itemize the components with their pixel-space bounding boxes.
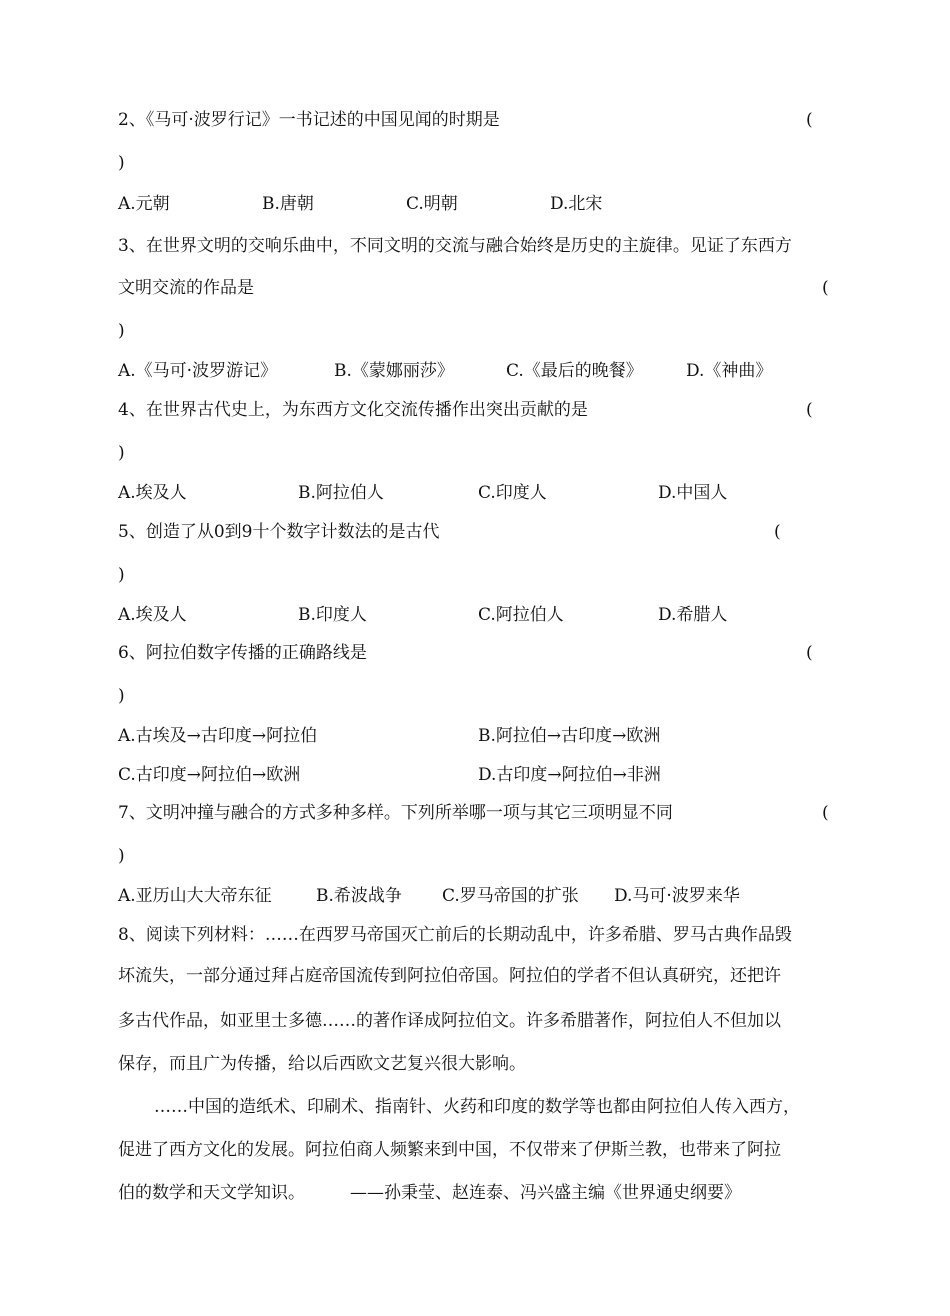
question-3-stem-line1: 3、在世界文明的交响乐曲中，不同文明的交流与融合始终是历史的主旋律。见证了东西方 xyxy=(118,236,792,256)
q5-option-b: B.印度人 xyxy=(298,605,367,625)
q4-option-a: A.埃及人 xyxy=(118,483,187,503)
question-3-stem-line2: 文明交流的作品是 xyxy=(118,278,254,298)
q3-option-d: D.《神曲》 xyxy=(686,361,773,381)
question-8-material-line: 坏流失，一部分通过拜占庭帝国流传到阿拉伯帝国。阿拉伯的学者不但认真研究，还把许 xyxy=(118,966,781,986)
question-8-material-line: 保存，而且广为传播，给以后西欧文艺复兴很大影响。 xyxy=(118,1054,526,1074)
q6-option-d: D.古印度→阿拉伯→非洲 xyxy=(478,765,661,785)
answer-paren-open: ( xyxy=(774,522,781,542)
q2-option-d: D.北宋 xyxy=(550,194,603,214)
q4-option-c: C.印度人 xyxy=(478,483,547,503)
q5-option-a: A.埃及人 xyxy=(118,605,187,625)
q3-option-c: C.《最后的晚餐》 xyxy=(506,361,643,381)
q5-option-c: C.阿拉伯人 xyxy=(478,605,564,625)
answer-paren-close: ) xyxy=(118,321,125,341)
q5-option-d: D.希腊人 xyxy=(658,605,728,625)
question-4-stem: 4、在世界古代史上，为东西方文化交流传播作出突出贡献的是 xyxy=(118,400,588,420)
question-7-stem: 7、文明冲撞与融合的方式多种多样。下列所举哪一项与其它三项明显不同 xyxy=(118,803,673,823)
answer-paren-open: ( xyxy=(806,643,813,663)
answer-paren-open: ( xyxy=(822,803,829,823)
q4-option-d: D.中国人 xyxy=(658,483,728,503)
question-6-stem: 6、阿拉伯数字传播的正确路线是 xyxy=(118,643,367,663)
q2-option-c: C.明朝 xyxy=(406,194,458,214)
q6-option-a: A.古埃及→古印度→阿拉伯 xyxy=(118,726,318,746)
q2-option-a: A.元朝 xyxy=(118,194,170,214)
answer-paren-open: ( xyxy=(806,400,813,420)
q2-option-b: B.唐朝 xyxy=(262,194,314,214)
q6-option-b: B.阿拉伯→古印度→欧洲 xyxy=(478,726,661,746)
q7-option-c: C.罗马帝国的扩张 xyxy=(442,886,579,906)
answer-paren-open: ( xyxy=(806,110,813,130)
q6-option-c: C.古印度→阿拉伯→欧洲 xyxy=(118,765,301,785)
question-8-material-line: 伯的数学和天文学知识。 xyxy=(118,1183,305,1203)
answer-paren-close: ) xyxy=(118,443,125,463)
answer-paren-close: ) xyxy=(118,153,125,173)
q7-option-a: A.亚历山大大帝东征 xyxy=(118,886,272,906)
question-8-material-line: 多古代作品，如亚里士多德……的著作译成阿拉伯文。许多希腊著作，阿拉伯人不但加以 xyxy=(118,1011,781,1031)
question-2-stem: 2、《马可·波罗行记》一书记述的中国见闻的时期是 xyxy=(118,110,500,130)
q3-option-b: B.《蒙娜丽莎》 xyxy=(334,361,454,381)
answer-paren-close: ) xyxy=(118,565,125,585)
question-8-material-line: 促进了西方文化的发展。阿拉伯商人频繁来到中国，不仅带来了伊斯兰教，也带来了阿拉 xyxy=(118,1140,781,1160)
question-8-material-line: 8、阅读下列材料：……在西罗马帝国灭亡前后的长期动乱中，许多希腊、罗马古典作品毁 xyxy=(118,925,792,945)
q7-option-b: B.希波战争 xyxy=(316,886,402,906)
q7-option-d: D.马可·波罗来华 xyxy=(614,886,740,906)
question-8-material-line: ……中国的造纸术、印刷术、指南针、火药和印度的数学等也都由阿拉伯人传入西方， xyxy=(154,1097,800,1117)
answer-paren-open: ( xyxy=(822,278,829,298)
answer-paren-close: ) xyxy=(118,686,125,706)
source-citation: ——孙秉莹、赵连泰、冯兴盛主编《世界通史纲要》 xyxy=(350,1183,741,1203)
q3-option-a: A.《马可·波罗游记》 xyxy=(118,361,278,381)
q4-option-b: B.阿拉伯人 xyxy=(298,483,384,503)
question-5-stem: 5、创造了从0到9十个数字计数法的是古代 xyxy=(118,522,440,542)
answer-paren-close: ) xyxy=(118,846,125,866)
